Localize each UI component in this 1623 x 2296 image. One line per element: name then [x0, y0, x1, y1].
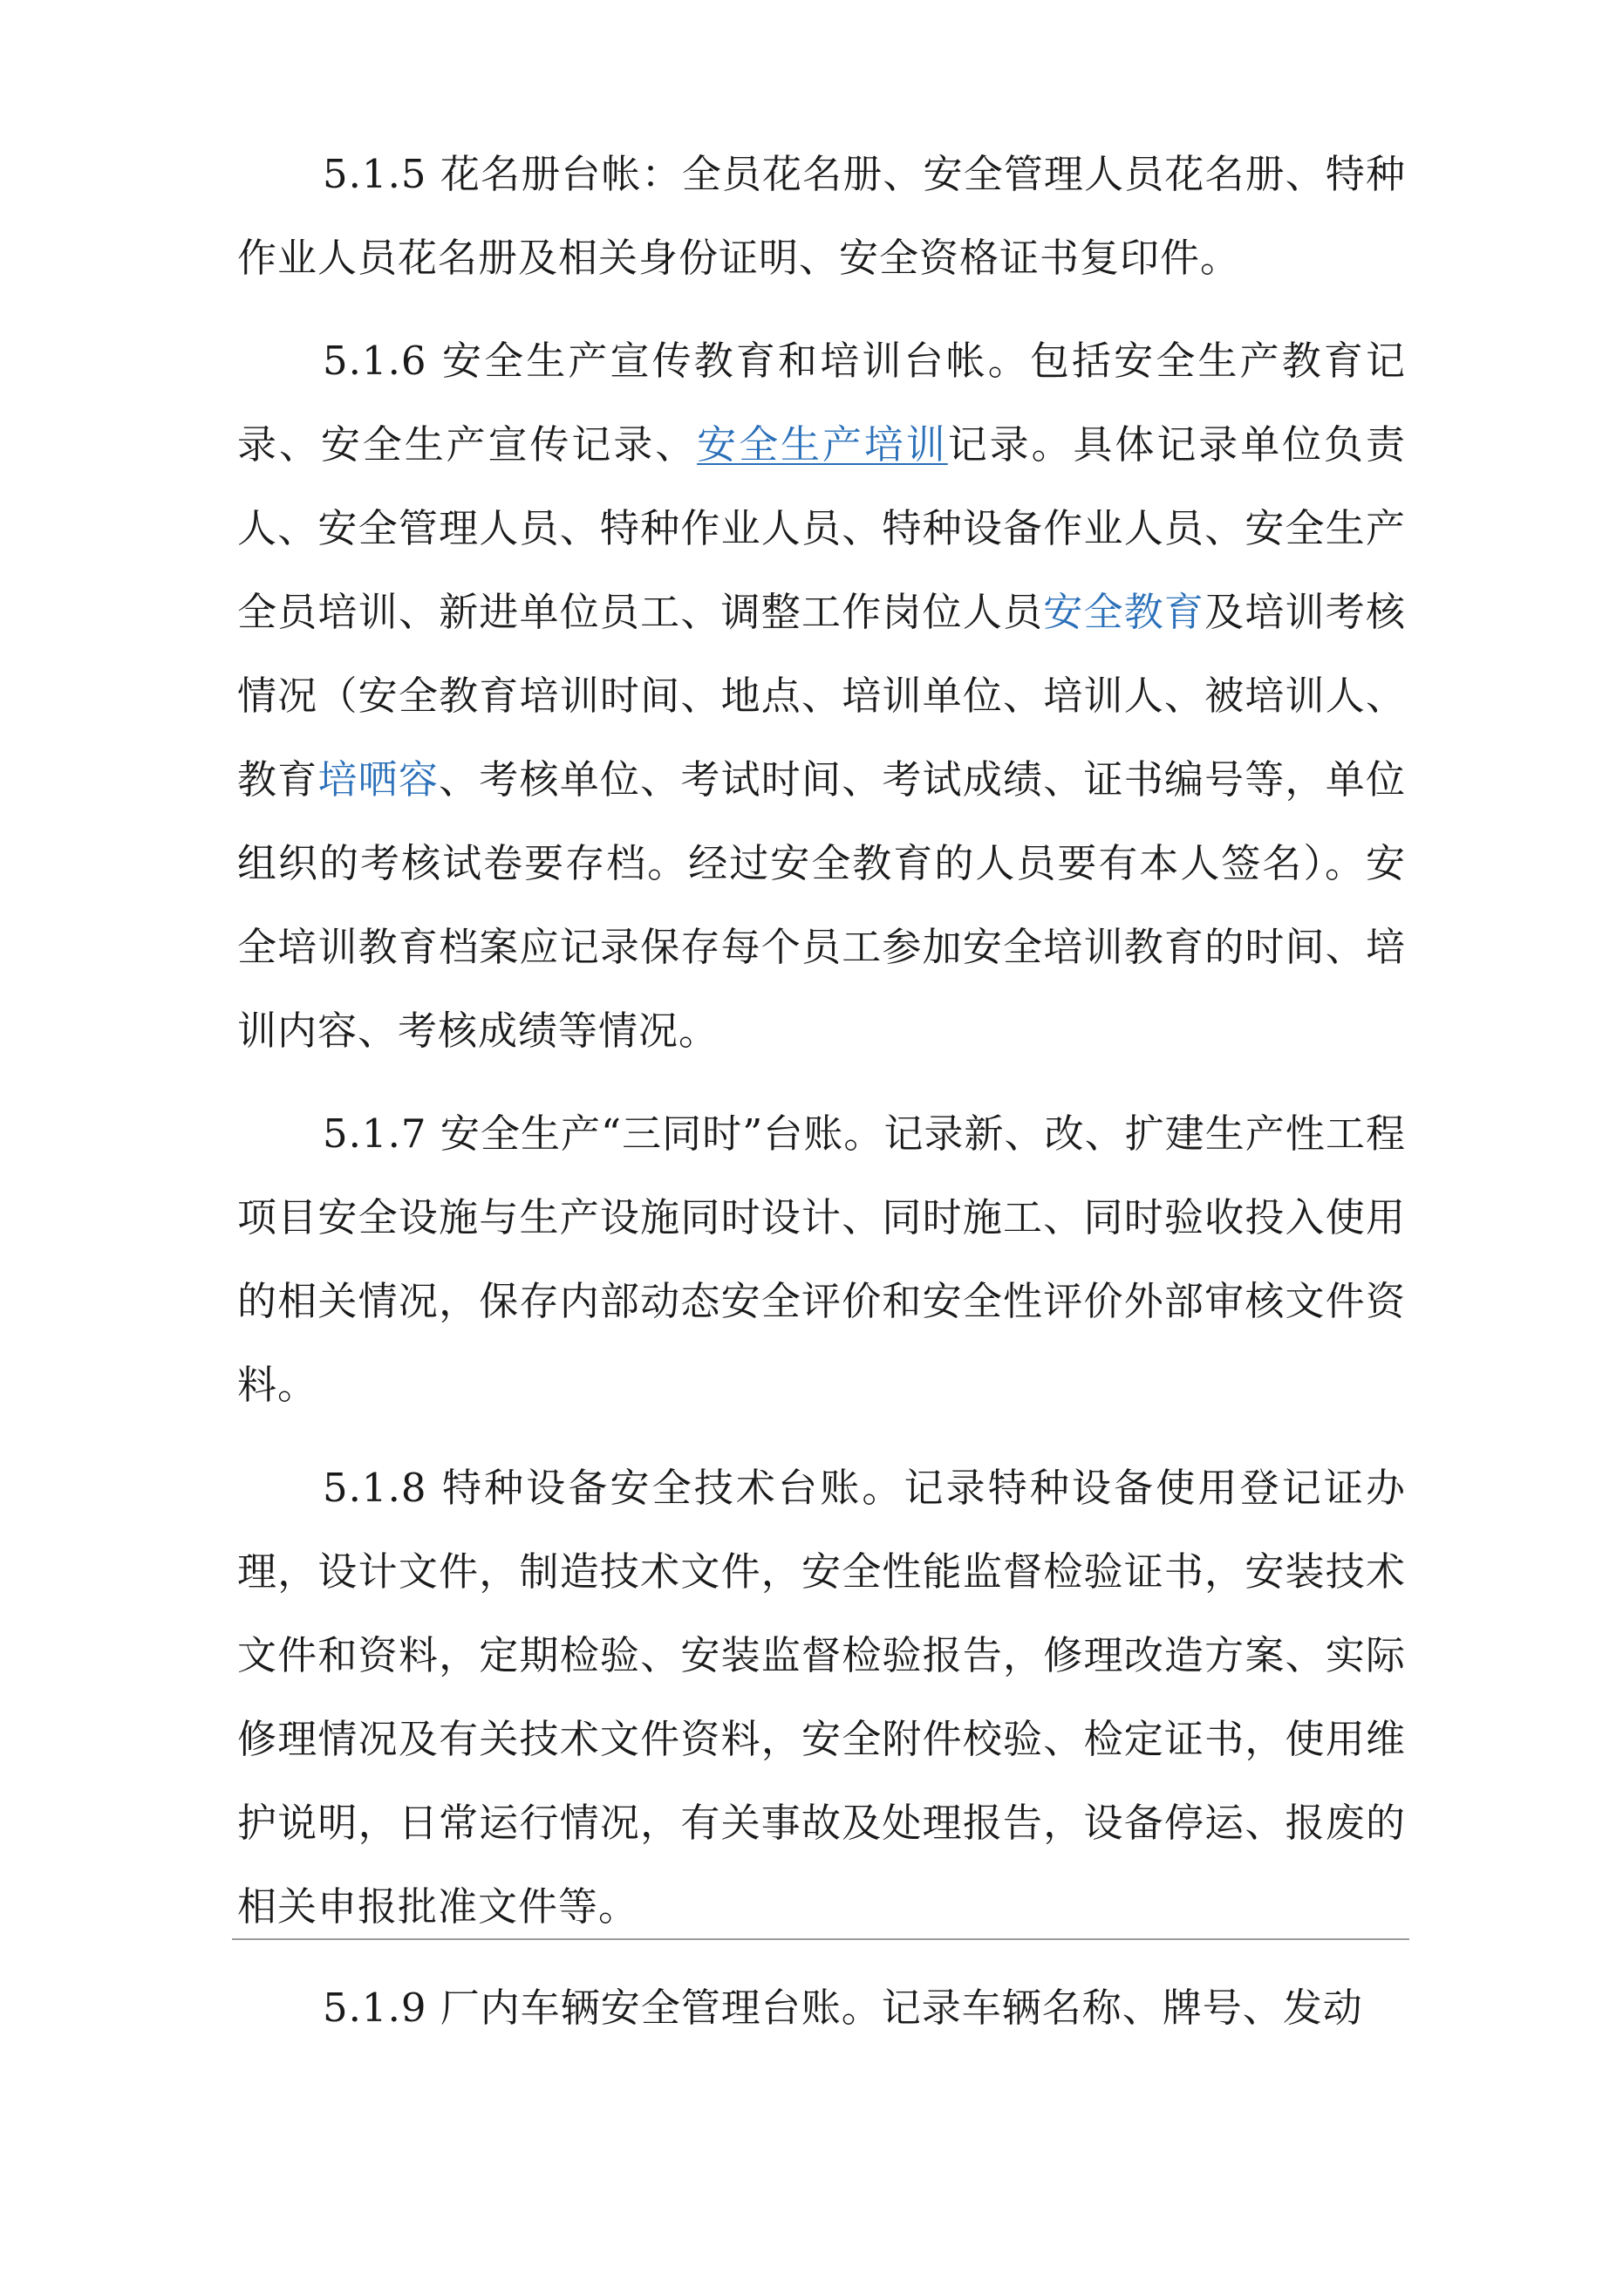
document-body-top [237, 133, 1406, 1968]
link-training-content[interactable]: 培哂容 [317, 756, 440, 803]
paragraph-5-1-6-part2: 记录。具体记录单位负责人、安全管理人员、特种作业人员、特种设备作业人员、安全生产全员培训、新进单位员工、调整工作岗位人员 [237, 421, 1406, 635]
paragraph-5-1-8-text: 5.1.8 特种设备安全技术台账。记录特种设备使用登记证办理，设计文件，制造技术文件，安全性能监督检验证书，安装技术文件和资料，定期检验、安装监督检验报告，修理改造方案、实际修理情况及有关技术文件资料，安全附件校验、检定证书，使用维护说明，日常运行情况，有关事故及处理报告，设备停运、报废的相关申报批准文件等。 [237, 1465, 1406, 1930]
paragraph-5-1-5 [237, 133, 1406, 300]
link-safety-production-training[interactable]: 安全生产培训 [697, 421, 948, 468]
paragraph-5-1-6-part1: 5.1.6 安全生产宣传教育和培训台帐。包括安全生产教育记录、安全生产宣传记录、 [237, 338, 1406, 468]
paragraph-5-1-7-text: 5.1.7 安全生产“三同时”台账。记录新、改、扩建生产性工程项目安全设施与生产设施同时设计、同时施工、同时验收投入使用的相关情况，保存内部动态安全评价和安全性评价外部审核文件资料。 [237, 1110, 1406, 1408]
paragraph-5-1-6-part3: 及培训考核情况（安全教育培训时间、地点、培训单位、培训人、被培训人、教育 [237, 589, 1406, 803]
document-body-bottom [237, 1966, 1406, 2069]
page-divider [232, 1938, 1409, 1940]
paragraph-5-1-8 [237, 1446, 1406, 1949]
paragraph-5-1-6 [237, 319, 1406, 1073]
paragraph-5-1-9 [237, 1966, 1406, 2050]
paragraph-5-1-9-text: 5.1.9 厂内车辆安全管理台账。记录车辆名称、牌号、发动 [323, 1985, 1363, 2031]
paragraph-5-1-5-text: 5.1.5 花名册台帐：全员花名册、安全管理人员花名册、特种作业人员花名册及相关身份证明、安全资格证书复印件。 [237, 151, 1406, 281]
paragraph-5-1-7 [237, 1092, 1406, 1427]
link-safety-education[interactable]: 安全教育 [1043, 589, 1205, 635]
paragraph-5-1-6-part4: 、考核单位、考试时间、考试成绩、证书编号等，单位组织的考核试卷要存档。经过安全教育的人员要有本人签名）。安全培训教育档案应记录保存每个员工参加安全培训教育的时间、培训内容、考核成绩等情况。 [237, 756, 1406, 1054]
